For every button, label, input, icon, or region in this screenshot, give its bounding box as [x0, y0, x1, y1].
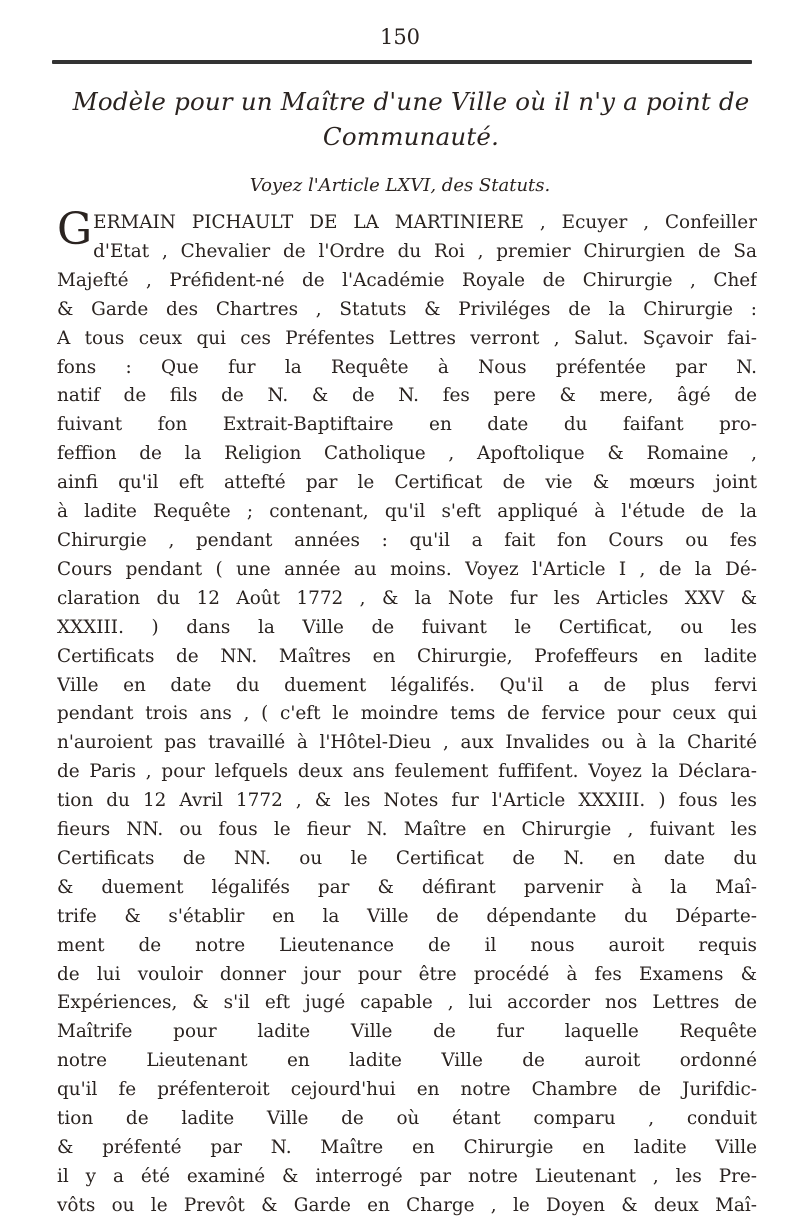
body-line: d'Etat , Chevalier de l'Ordre du Roi , premier Chirurgien de Sa — [93, 240, 757, 262]
body-line: ment de notre Lieutenance de il nous auroit requis — [57, 934, 757, 956]
body-line: trife & s'établir en la Ville de dépendante du Départe- — [57, 905, 757, 927]
body-line: pendant trois ans , ( c'eft le moindre tems de fervice pour ceux qui — [57, 703, 757, 725]
page-title — [62, 84, 760, 154]
body-line: tion de ladite Ville de où étant comparu , conduit — [57, 1108, 757, 1130]
drop-cap: G — [57, 204, 93, 255]
body-line: Majefté , Préfident-né de l'Académie Royale de Chirurgie , Chef — [57, 269, 757, 291]
body-line: fons : Que fur la Requête à Nous préfentée par N. — [57, 356, 757, 378]
body-line: de lui vouloir donner jour pour être procédé à fes Examens & — [57, 963, 757, 985]
body-line: Certificats de NN. ou le Certificat de N. en date du — [57, 847, 757, 869]
body-line: claration du 12 Août 1772 , & la Note fur les Articles XXV & — [57, 587, 757, 609]
body-line: Ville en date du duement légalifés. Qu'il a de plus fervi — [57, 674, 757, 696]
body-line: ainfi qu'il eft attefté par le Certificat de vie & mœurs joint — [57, 472, 757, 494]
body-line: vôts ou le Prevôt & Garde en Charge , le Doyen & deux Maî- — [57, 1194, 757, 1216]
body-line: fieurs NN. ou fous le fieur N. Maître en Chirurgie , fuivant les — [57, 819, 757, 841]
document-body — [57, 204, 757, 1221]
body-line: Expériences, & s'il eft jugé capable , lui accorder nos Lettres de — [57, 992, 757, 1014]
body-line: Cours pendant ( une année au moins. Voyez l'Article I , de la Dé- — [57, 558, 757, 580]
body-line: à ladite Requête ; contenant, qu'il s'eft appliqué à l'étude de la — [57, 501, 757, 523]
body-line: fuivant fon Extrait-Baptiftaire en date du faifant pro- — [57, 414, 757, 436]
title-line-1: Modèle pour un Maître d'une Ville où il n'y a point de — [72, 87, 750, 116]
body-line: feffion de la Religion Catholique , Apoftolique & Romaine , — [57, 443, 757, 465]
body-line: Maîtrife pour ladite Ville de fur laquelle Requête — [57, 1021, 757, 1043]
body-line: XXXIII. ) dans la Ville de fuivant le Certificat, ou les — [57, 616, 757, 638]
body-line: & Garde des Chartres , Statuts & Priviléges de la Chirurgie : — [57, 298, 757, 320]
body-line: Certificats de NN. Maîtres en Chirurgie, Profeffeurs en ladite — [57, 645, 757, 667]
body-line: ERMAIN PICHAULT DE LA MARTINIERE , Ecuyer , Confeiller — [93, 212, 757, 233]
body-line: & duement légalifés par & défirant parvenir à la Maî- — [57, 876, 757, 898]
body-line: & préfenté par N. Maître en Chirurgie en ladite Ville — [57, 1137, 757, 1158]
body-line: de Paris , pour lefquels deux ans feulement fuffifent. Voyez la Déclara- — [57, 761, 757, 783]
body-line: A tous ceux qui ces Préfentes Lettres verront , Salut. Sçavoir fai- — [57, 327, 757, 349]
header-rule — [52, 60, 752, 64]
page-number: 150 — [379, 25, 421, 49]
body-line: natif de fils de N. & de N. fes pere & mere, âgé de — [57, 385, 757, 407]
body-line: Chirurgie , pendant années : qu'il a fait fon Cours ou fes — [57, 529, 757, 551]
body-line: tion du 12 Avril 1772 , & les Notes fur l'Article XXXIII. ) fous les — [57, 790, 757, 812]
body-line: qu'il fe préfenteroit cejourd'hui en notre Chambre de Jurifdic- — [57, 1079, 757, 1101]
title-line-2: Communauté. — [322, 122, 500, 151]
body-line: n'auroient pas travaillé à l'Hôtel-Dieu , aux Invalides ou à la Charité — [57, 732, 757, 754]
body-line: notre Lieutenant en ladite Ville de auroit ordonné — [57, 1050, 757, 1072]
statute-reference: Voyez l'Article LXVI, des Statuts. — [249, 175, 551, 196]
body-line: il y a été examiné & interrogé par notre Lieutenant , les Pre- — [57, 1165, 757, 1187]
